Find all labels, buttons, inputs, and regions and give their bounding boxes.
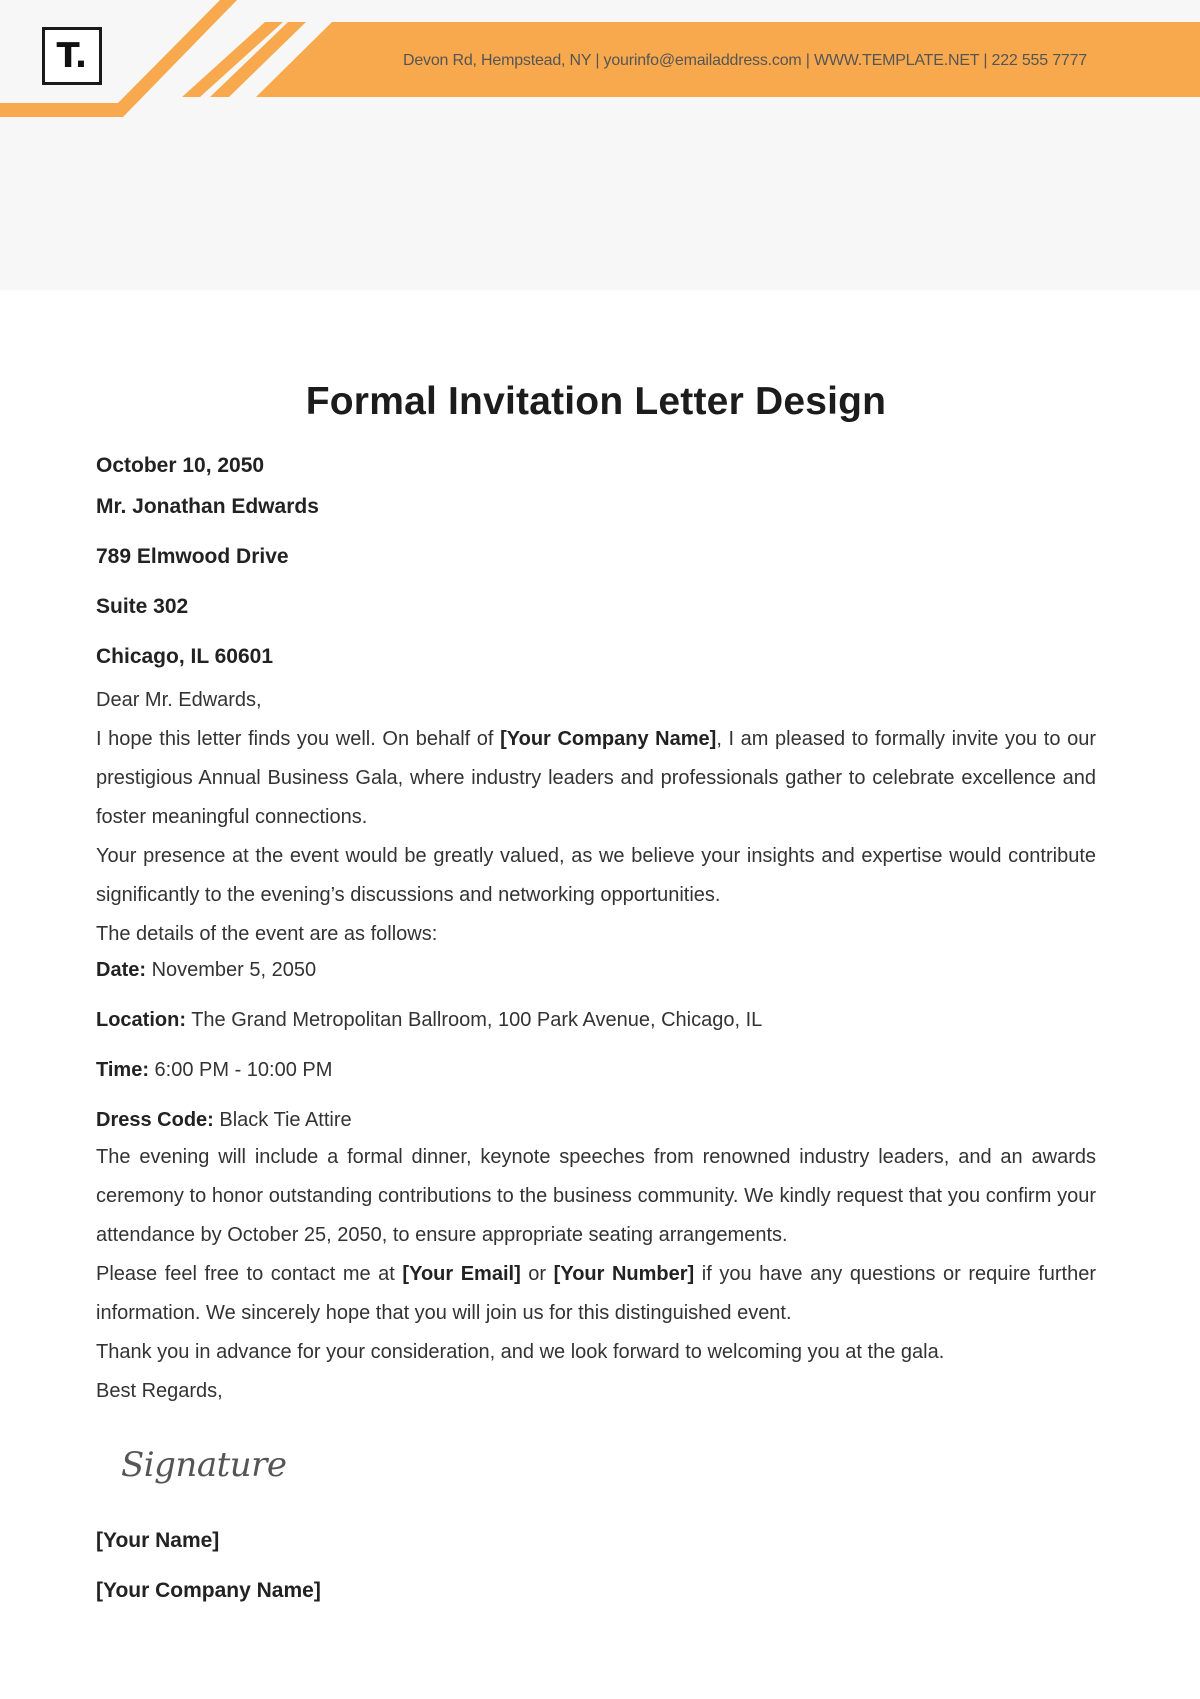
letterhead-stripes: [0, 0, 1200, 290]
recipient-street: 789 Elmwood Drive: [96, 545, 289, 568]
paragraph-details-intro: The details of the event are as follows:: [96, 923, 438, 945]
detail-location: Location: The Grand Metropolitan Ballroom, 100 Park Avenue, Chicago, IL: [96, 1009, 763, 1031]
paragraph-presence: Your presence at the event would be greatly valued, as we believe your insights and expertise would contribute significantly to the evening’s discussions and networking opportunities.: [96, 845, 1096, 906]
salutation: Dear Mr. Edwards,: [96, 689, 262, 711]
sender-company: [Your Company Name]: [96, 1579, 321, 1602]
detail-dress-code: Dress Code: Black Tie Attire: [96, 1109, 352, 1131]
company-name-placeholder: [Your Company Name]: [500, 728, 717, 750]
detail-time: Time: 6:00 PM - 10:00 PM: [96, 1059, 333, 1081]
contact-info: Devon Rd, Hempstead, NY | yourinfo@emailaddress.com | WWW.TEMPLATE.NET | 222 555 7777: [403, 52, 1087, 69]
letter-date: October 10, 2050: [96, 454, 265, 477]
letter-title: Formal Invitation Letter Design: [305, 380, 887, 423]
paragraph-evening: The evening will include a formal dinner, keynote speeches from renowned industry leaders, and an awards ceremony to honor outstanding contributions to the business community. We kindly request that you confirm your attendance by October 25, 2050, to ensure appropriate seating arrangements.: [96, 1146, 1096, 1246]
recipient-suite: Suite 302: [96, 595, 189, 618]
email-placeholder: [Your Email]: [402, 1263, 521, 1285]
letterhead: [0, 0, 1200, 290]
recipient-city: Chicago, IL 60601: [96, 645, 274, 668]
letter-body: [96, 380, 1096, 1605]
number-placeholder: [Your Number]: [553, 1263, 695, 1285]
closing: Best Regards,: [96, 1380, 223, 1402]
recipient-name: Mr. Jonathan Edwards: [96, 495, 319, 518]
signature: Signature: [121, 1445, 287, 1485]
paragraph-thanks: Thank you in advance for your consideration, and we look forward to welcoming you at the gala.: [96, 1341, 945, 1363]
sender-name: [Your Name]: [96, 1529, 220, 1552]
company-logo: T.: [42, 27, 102, 85]
paragraph-contact: Please feel free to contact me at [Your Email] or [Your Number] if you have any questions or require further information. We sincerely hope that you will join us for this distinguished event.: [96, 1263, 1097, 1324]
paragraph-intro: I hope this letter finds you well. On behalf of [Your Company Name], I am pleased to formally invite you to our prestigious Annual Business Gala, where industry leaders and professionals gather to celebrate excellence and foster meaningful connections.: [96, 728, 1096, 828]
detail-date: Date: November 5, 2050: [96, 959, 317, 981]
